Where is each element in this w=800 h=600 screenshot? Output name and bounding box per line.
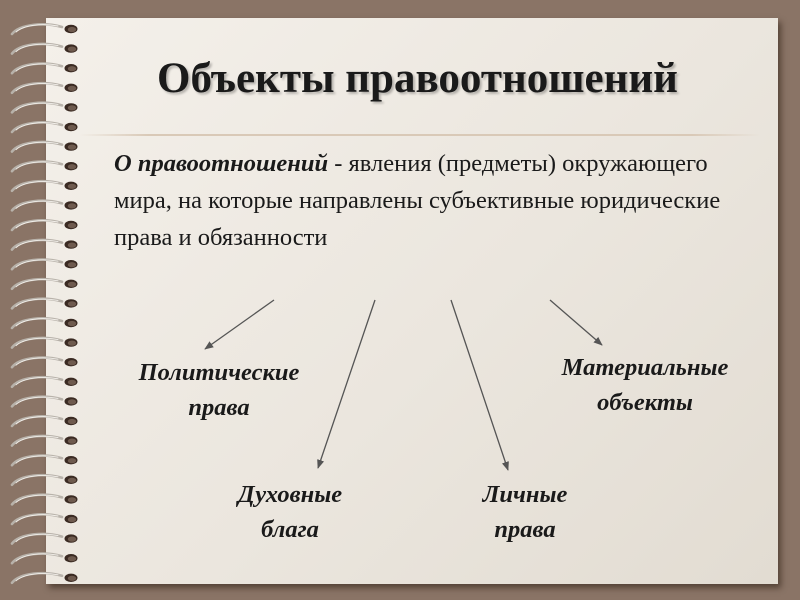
slide-title: Объекты правоотношений (157, 55, 678, 102)
category-political-rights (108, 355, 330, 425)
category-material-line2: объекты (597, 389, 693, 416)
category-personal-rights (440, 477, 610, 547)
arrow-to-political-icon (205, 300, 274, 349)
category-personal-line1: Личные (482, 481, 568, 508)
category-spiritual-line2: блага (261, 516, 319, 543)
category-personal-line2: права (494, 516, 556, 543)
category-spiritual-goods (205, 477, 375, 547)
arrow-to-personal-icon (451, 300, 508, 470)
category-political-line1: Политические (138, 359, 300, 386)
arrow-to-material-icon (550, 300, 602, 345)
category-material-line1: Материальные (561, 354, 729, 381)
definition-term: О правоотношений (114, 150, 329, 177)
definition-body: - явления (предметы) окружающего мира, на которые направлены субъективные юридические права и обязанности (114, 150, 721, 251)
category-material-objects (525, 350, 765, 420)
category-political-line2: права (188, 394, 250, 421)
category-spiritual-line1: Духовные (237, 481, 343, 508)
